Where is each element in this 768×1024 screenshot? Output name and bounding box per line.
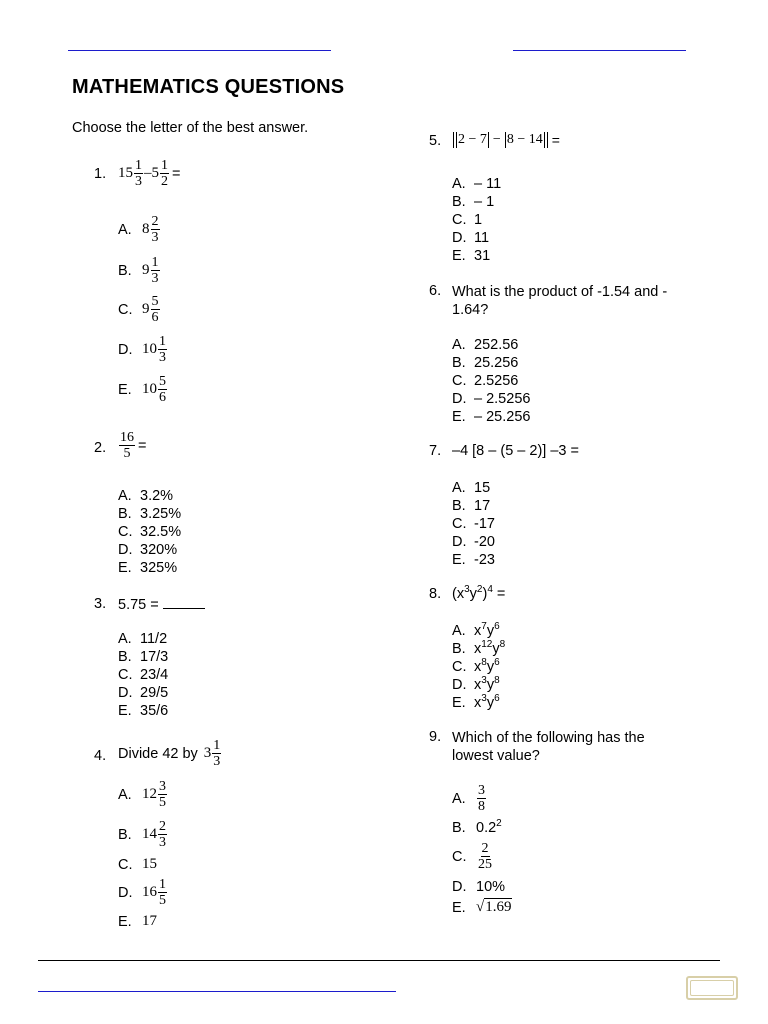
- exponent: 6: [494, 693, 500, 704]
- footer-divider: [38, 960, 720, 961]
- option-letter: B.: [118, 262, 132, 279]
- option-text: 25.256: [474, 355, 519, 371]
- option-letter: C.: [452, 848, 467, 865]
- question-2-options: [118, 487, 181, 577]
- option-letter: C.: [118, 301, 133, 318]
- answer-option: [452, 229, 501, 247]
- fraction: [151, 255, 160, 286]
- variable: y: [469, 586, 477, 602]
- mixed-number: [142, 294, 161, 325]
- answer-option: [452, 533, 495, 551]
- square-root: [476, 899, 512, 916]
- option-letter: A.: [452, 337, 466, 353]
- equals-sign: =: [172, 165, 181, 182]
- whole-part: 17: [142, 913, 157, 929]
- option-text: 11/2: [140, 631, 168, 647]
- fraction: [160, 158, 169, 189]
- option-letter: E.: [452, 248, 466, 264]
- exponent: 2: [496, 818, 502, 829]
- answer-option: [118, 877, 168, 908]
- mixed-number: [118, 158, 144, 189]
- option-letter: C.: [452, 373, 467, 389]
- answer-option: [452, 640, 505, 658]
- denominator: 5: [123, 446, 131, 461]
- operator: –: [144, 165, 152, 181]
- question-4-text: [118, 738, 222, 769]
- exponent: 3: [464, 584, 470, 595]
- power-expression: [476, 820, 502, 836]
- question-3-text: [118, 596, 205, 613]
- answer-option: [118, 648, 168, 666]
- option-letter: A.: [452, 790, 466, 807]
- option-text: 1: [474, 212, 483, 228]
- question-2-expression: [118, 430, 146, 461]
- variable: y: [486, 677, 495, 693]
- fraction: [477, 841, 493, 872]
- answer-option: [452, 658, 505, 676]
- fraction: [119, 430, 135, 461]
- option-letter: E.: [118, 560, 132, 576]
- whole-part: 12: [142, 786, 157, 802]
- denominator: 3: [159, 835, 166, 850]
- answer-option: [452, 879, 505, 895]
- option-text: – 25.256: [474, 409, 531, 425]
- option-text: 35/6: [140, 703, 169, 719]
- exponent: 6: [494, 657, 500, 668]
- whole-part: 8: [142, 221, 150, 237]
- abs-bar: [544, 132, 545, 148]
- answer-option: [118, 334, 168, 365]
- answer-option: [452, 372, 530, 390]
- whole-part: 9: [142, 262, 150, 278]
- option-text: 17/3: [140, 649, 169, 665]
- option-letter: A.: [118, 631, 132, 647]
- answer-option: [118, 684, 168, 702]
- mixed-number: [142, 214, 161, 245]
- option-letter: A.: [118, 221, 132, 238]
- mixed-number: [142, 819, 168, 850]
- whole-part: 9: [142, 301, 150, 317]
- question-6-text: [452, 283, 667, 319]
- numerator: 3: [478, 783, 485, 798]
- answer-option: [118, 779, 168, 810]
- numerator: 3: [159, 779, 166, 794]
- radical-sign: √: [476, 899, 485, 915]
- exponent: 3: [481, 693, 487, 704]
- option-letter: B.: [118, 649, 132, 665]
- question-8-expression: $(x^3y^2)^4$ =: [452, 584, 506, 602]
- option-letter: B.: [118, 826, 132, 843]
- fraction: [158, 877, 167, 908]
- equals-sign: =: [496, 586, 506, 602]
- abs-term: 8 − 14: [506, 132, 543, 147]
- option-letter: C.: [452, 212, 467, 228]
- exponent: 3: [481, 675, 487, 686]
- variable: x: [474, 695, 482, 711]
- option-text: 32.5%: [140, 524, 182, 540]
- answer-option: [118, 294, 161, 325]
- numerator: 1: [159, 334, 166, 349]
- option-letter: D.: [452, 230, 467, 246]
- answer-option: [452, 841, 494, 872]
- answer-option: [452, 336, 530, 354]
- question-7-options: [452, 479, 495, 569]
- option-text: -23: [474, 552, 495, 568]
- whole-part: 10: [142, 381, 157, 397]
- question-text-line: lowest value?: [452, 748, 540, 764]
- option-text: 2.5256: [474, 373, 519, 389]
- page-number-box: [686, 976, 738, 1000]
- question-1-expression: [118, 158, 180, 189]
- fraction: [477, 783, 486, 814]
- fraction: [158, 819, 167, 850]
- option-text: 252.56: [474, 337, 519, 353]
- question-text-line: 1.64?: [452, 302, 489, 318]
- mixed-number: [142, 856, 157, 873]
- answer-option: [452, 193, 501, 211]
- variable: x: [474, 677, 482, 693]
- denominator: 6: [151, 310, 159, 325]
- answer-option: [452, 354, 530, 372]
- option-letter: D.: [452, 879, 467, 895]
- question-6-options: [452, 336, 530, 426]
- answer-option: [452, 820, 502, 836]
- answer-option: [452, 390, 530, 408]
- mixed-number: [142, 877, 168, 908]
- option-text: – 11: [474, 176, 502, 192]
- option-letter: E.: [118, 381, 132, 398]
- option-letter: D.: [452, 677, 467, 693]
- answer-option: [452, 622, 505, 640]
- denominator: 3: [159, 350, 166, 365]
- numerator: 1: [151, 255, 159, 270]
- option-letter: B.: [118, 506, 132, 522]
- fraction: [151, 214, 160, 245]
- denominator: 5: [159, 795, 166, 810]
- question-8-options: [452, 622, 505, 712]
- answer-option: [118, 541, 181, 559]
- question-6-number: 6.: [429, 283, 442, 299]
- question-8-number: 8.: [429, 586, 442, 602]
- mixed-number: [142, 255, 161, 286]
- option-text: 320%: [140, 542, 178, 558]
- option-letter: B.: [452, 820, 466, 836]
- answer-option: [118, 913, 157, 930]
- numerator: 1: [159, 877, 166, 892]
- base: 0.2: [476, 820, 497, 836]
- whole-part: 5: [151, 165, 159, 181]
- answer-option: [118, 559, 181, 577]
- answer-blank: [163, 596, 205, 609]
- mixed-number: [142, 374, 168, 405]
- option-text: 10%: [476, 879, 506, 895]
- operator: −: [492, 132, 501, 147]
- variable: x: [474, 659, 482, 675]
- answer-option: [452, 479, 495, 497]
- equals-sign: =: [138, 437, 147, 454]
- abs-bar: [456, 132, 457, 148]
- denominator: 5: [159, 893, 166, 908]
- exponent: 4: [487, 584, 493, 595]
- numerator: 2: [151, 214, 159, 229]
- answer-option: [452, 497, 495, 515]
- option-text: 11: [474, 230, 490, 246]
- numerator: 1: [161, 158, 168, 173]
- answer-option: [118, 255, 161, 286]
- option-letter: E.: [452, 409, 466, 425]
- option-letter: B.: [452, 194, 466, 210]
- option-text: 15: [474, 480, 491, 496]
- option-letter: D.: [452, 391, 467, 407]
- numerator: 1: [135, 158, 142, 173]
- question-text: 5.75 =: [118, 597, 159, 613]
- option-text: 31: [474, 248, 491, 264]
- option-letter: B.: [452, 355, 466, 371]
- whole-part: 15: [118, 165, 133, 181]
- whole-part: 16: [142, 884, 157, 900]
- fraction: [158, 374, 167, 405]
- answer-option: [118, 487, 181, 505]
- answer-option: [118, 666, 168, 684]
- option-letter: C.: [452, 659, 467, 675]
- exponent: 12: [481, 639, 493, 650]
- question-9-number: 9.: [429, 729, 442, 745]
- answer-option: [452, 247, 501, 265]
- mixed-number: [142, 779, 168, 810]
- variable: x: [474, 641, 482, 657]
- option-letter: D.: [452, 534, 467, 550]
- option-letter: A.: [118, 786, 132, 803]
- denominator: 8: [478, 799, 485, 814]
- denominator: 3: [135, 174, 142, 189]
- option-text: 3.25%: [140, 506, 182, 522]
- option-letter: D.: [118, 884, 133, 901]
- abs-bar: [488, 132, 489, 148]
- fraction: [212, 738, 221, 769]
- variable: y: [486, 659, 495, 675]
- option-letter: A.: [452, 480, 466, 496]
- fraction: [158, 334, 167, 365]
- question-5-options: [452, 175, 501, 265]
- option-text: -20: [474, 534, 495, 550]
- denominator: 3: [213, 754, 221, 769]
- question-text-line: What is the product of -1.54 and -: [452, 284, 668, 300]
- option-letter: D.: [118, 685, 133, 701]
- option-text: 17: [474, 498, 491, 514]
- option-text: 29/5: [140, 685, 169, 701]
- answer-option: [118, 702, 168, 720]
- option-text: 3.2%: [140, 488, 174, 504]
- question-7-number: 7.: [429, 443, 442, 459]
- abs-bar: [453, 132, 454, 148]
- denominator: 3: [151, 230, 159, 245]
- whole-part: 3: [203, 745, 212, 761]
- option-letter: A.: [452, 176, 466, 192]
- answer-option: [452, 408, 530, 426]
- question-1-number: 1.: [94, 166, 107, 182]
- answer-option: [118, 374, 168, 405]
- answer-option: [452, 783, 487, 814]
- page-title: MATHEMATICS QUESTIONS: [72, 76, 345, 98]
- radicand: 1.69: [485, 899, 512, 915]
- question-text-line: Which of the following has the: [452, 730, 645, 746]
- whole-part: 10: [142, 341, 157, 357]
- numerator: 16: [120, 430, 134, 445]
- footer-line-blue: [38, 991, 396, 992]
- answer-option: [452, 175, 501, 193]
- question-3-number: 3.: [94, 596, 107, 612]
- answer-option: [118, 505, 181, 523]
- option-text: -17: [474, 516, 495, 532]
- option-letter: D.: [118, 542, 133, 558]
- option-letter: C.: [118, 856, 133, 873]
- equals-sign: =: [551, 132, 560, 148]
- fraction: [134, 158, 143, 189]
- denominator: 2: [161, 174, 168, 189]
- numerator: 5: [159, 374, 166, 389]
- exponent: 2: [476, 584, 483, 595]
- option-letter: A.: [452, 623, 466, 639]
- abs-bar: [547, 132, 548, 148]
- numerator: 1: [213, 738, 221, 753]
- option-letter: E.: [118, 703, 132, 719]
- abs-term: 2 − 7: [458, 132, 487, 147]
- denominator: 25: [478, 857, 492, 872]
- question-4-number: 4.: [94, 748, 107, 764]
- numerator: 2: [159, 819, 166, 834]
- whole-part: 14: [142, 826, 157, 842]
- question-5-expression: [452, 132, 560, 148]
- denominator: 3: [151, 271, 159, 286]
- option-letter: B.: [452, 641, 466, 657]
- answer-option: [452, 515, 495, 533]
- answer-option: [118, 856, 157, 873]
- option-letter: E.: [452, 899, 466, 916]
- answer-option: [452, 694, 505, 712]
- option-letter: D.: [118, 341, 133, 358]
- header-line-right: [513, 50, 686, 51]
- question-5-number: 5.: [429, 133, 442, 149]
- denominator: 6: [159, 390, 166, 405]
- numerator: 5: [151, 294, 159, 309]
- exponent: 8: [494, 675, 500, 686]
- question-text: Divide 42 by: [118, 745, 198, 762]
- fraction: [158, 779, 167, 810]
- mixed-number: [204, 738, 223, 769]
- variable: y: [486, 695, 495, 711]
- exponent: 8: [481, 657, 487, 668]
- answer-option: [452, 211, 501, 229]
- option-letter: E.: [452, 552, 466, 568]
- answer-option: [118, 630, 168, 648]
- question-7-text: –4 [8 – (5 – 2)] –3 =: [452, 443, 579, 459]
- option-text: 325%: [140, 560, 178, 576]
- answer-option: [118, 523, 181, 541]
- numerator: 2: [481, 841, 489, 856]
- exponent: 7: [481, 621, 487, 632]
- option-letter: B.: [452, 498, 466, 514]
- answer-option: [118, 214, 161, 245]
- fraction: [151, 294, 160, 325]
- exponent: 8: [499, 639, 506, 650]
- answer-option: [452, 899, 512, 916]
- exponent: 6: [494, 621, 500, 632]
- question-9-text: [452, 729, 645, 765]
- answer-option: [452, 676, 505, 694]
- instructions: Choose the letter of the best answer.: [72, 120, 309, 136]
- option-letter: E.: [452, 695, 466, 711]
- option-text: – 2.5256: [474, 391, 531, 407]
- option-letter: E.: [118, 913, 132, 930]
- option-text: 23/4: [140, 667, 169, 683]
- mixed-number: [142, 334, 168, 365]
- option-text: – 1: [474, 194, 495, 210]
- option-letter: C.: [118, 524, 133, 540]
- mixed-number: [142, 913, 157, 930]
- answer-option: [118, 819, 168, 850]
- question-2-number: 2.: [94, 440, 107, 456]
- header-line-left: [68, 50, 331, 51]
- variable: y: [486, 623, 495, 639]
- option-letter: A.: [118, 488, 132, 504]
- mixed-number: [152, 158, 171, 189]
- option-letter: C.: [452, 516, 467, 532]
- variable: y: [492, 641, 500, 657]
- answer-option: [452, 551, 495, 569]
- variable: x: [456, 586, 465, 602]
- variable: x: [474, 623, 482, 639]
- question-3-options: [118, 630, 168, 720]
- abs-bar: [505, 132, 506, 148]
- option-letter: C.: [118, 667, 133, 683]
- whole-part: 15: [142, 856, 157, 872]
